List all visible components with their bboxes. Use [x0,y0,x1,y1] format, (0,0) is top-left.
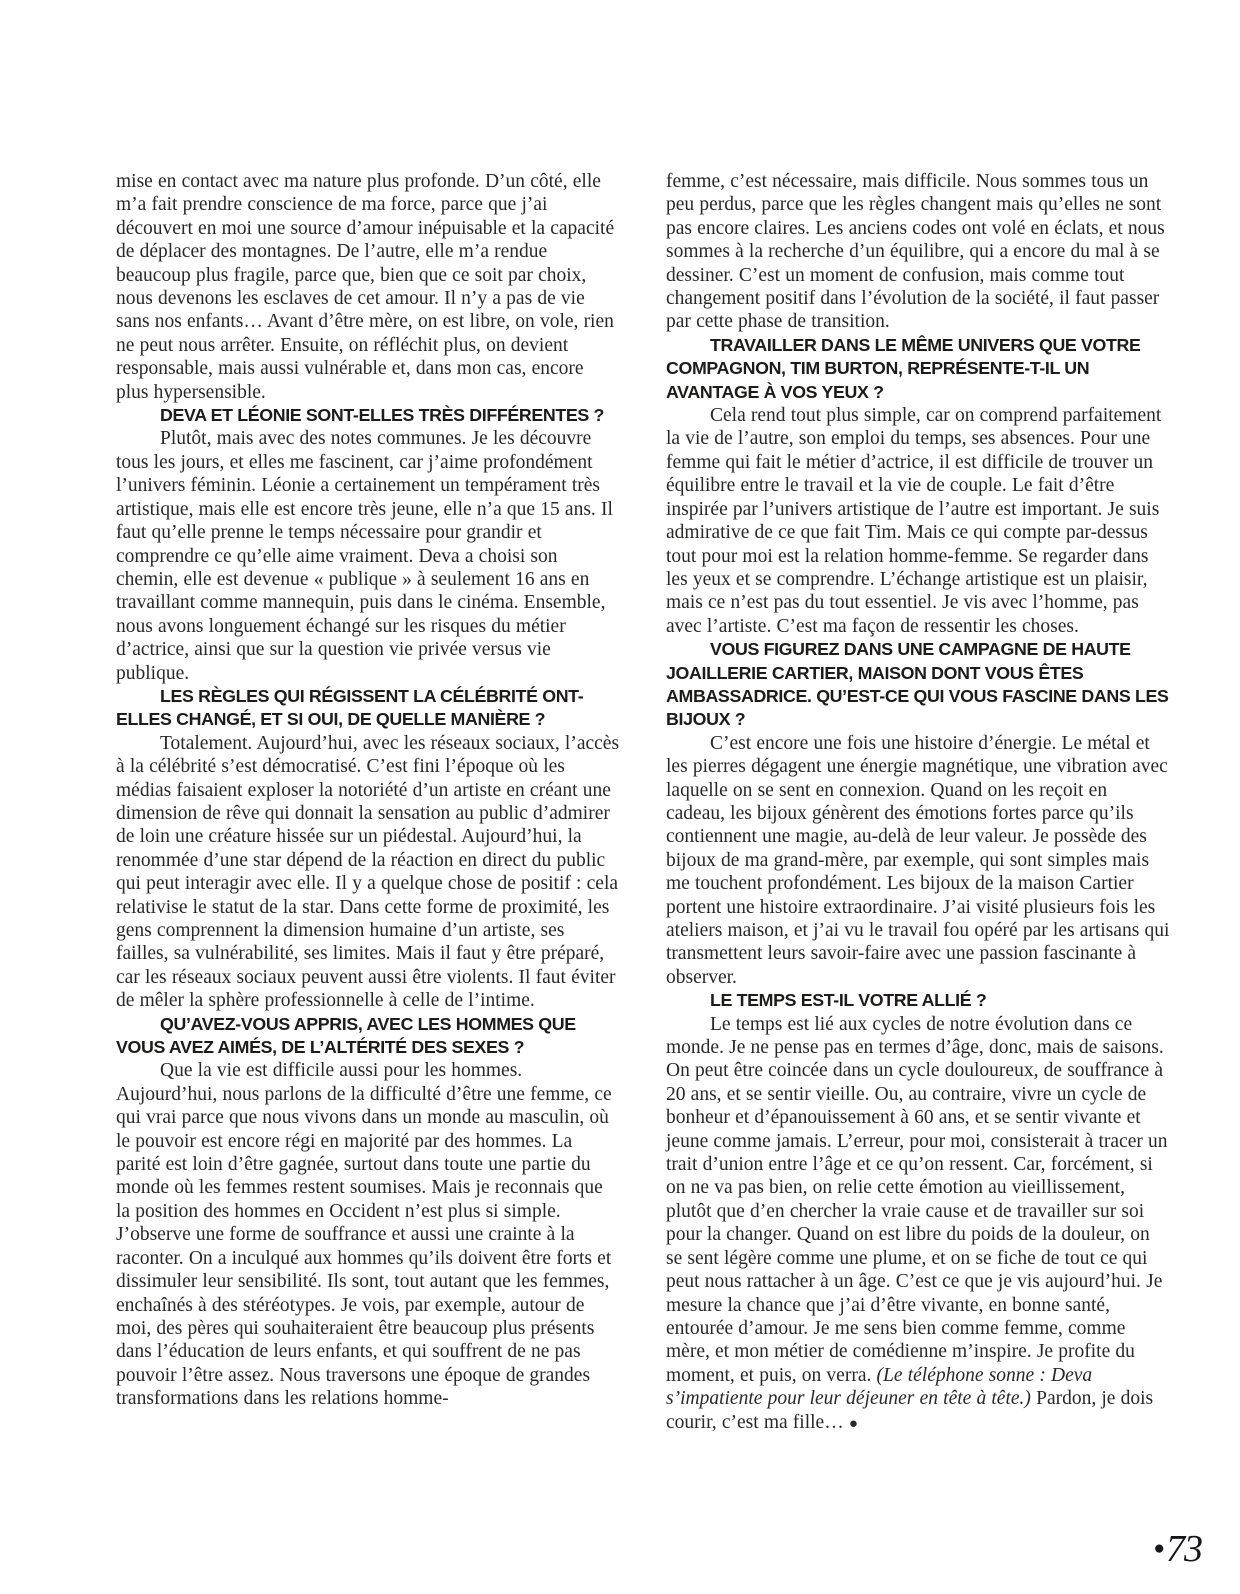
interview-question: TRAVAILLER DANS LE MÊME UNIVERS QUE VOTRE COMPAGNON, TIM BURTON, REPRÉSENTE-T-IL UN AVANTAGE À VOS YEUX ? [666,334,1141,402]
end-of-article-marker: ● [848,1415,858,1432]
answer-text-segment: Pardon, je dois courir, c’est ma fille… [666,1388,1154,1433]
page-footer [1154,1530,1202,1568]
interview-answer: mise en contact avec ma nature plus profonde. D’un côté, elle m’a fait prendre conscience de ma force, parce que j’ai découvert en moi une source d’amour inépuisable et la capacité de déplacer des montagnes. De l’autre, elle m’a rendue beaucoup plus fragile, parce que, bien que ce soit par choix, nous devenons les esclaves de cet amour. Il n’y a pas de vie sans nos enfants… Avant d’être mère, on est libre, on vole, rien ne peut nous arrêter. Ensuite, on réfléchit plus, on devient responsable, mais aussi vulnérable et, dans mon cas, encore plus hypersensible. [116,171,615,403]
interview-answer: Que la vie est difficile aussi pour les hommes. Aujourd’hui, nous parlons de la difficulté d’être une femme, ce qui vrai parce que nous vivons dans un monde au masculin, où le pouvoir est encore régi en majorité par des hommes. La parité est loin d’être gagnée, surtout dans toute une partie du monde où les femmes restent soumises. Mais je reconnais que la position des hommes en Occident n’est plus si simple. J’observe une forme de souffrance et aussi une crainte à la raconter. On a inculqué aux hommes qu’ils doivent être forts et dissimuler leur sensibilité. Ils sont, tout autant que les femmes, enchaînés à des stéréotypes. Je vois, par exemple, autour de moi, des pères qui souhaiteraient être beaucoup plus présents dans l’éducation de leurs enfants, et qui souffrent de ne pas pouvoir l’être assez. Nous traversons une époque de grandes transformations dans les relations homme- [116,1060,612,1410]
interview-question: LES RÈGLES QUI RÉGISSENT LA CÉLÉBRITÉ ONT-ELLES CHANGÉ, ET SI OUI, DE QUELLE MANIÈRE ? [116,685,584,730]
text-column [666,170,1171,1436]
interview-question: VOUS FIGUREZ DANS UNE CAMPAGNE DE HAUTE JOAILLERIE CARTIER, MAISON DONT VOUS ÊTES AMBASSADRICE. QU’EST-CE QUI VOUS FASCINE DANS LES BIJOUX ? [666,639,1169,730]
footer-bullet-icon: ● [1153,1538,1165,1559]
text-column [116,170,621,1436]
interview-question: QU’AVEZ-VOUS APPRIS, AVEC LES HOMMES QUE VOUS AVEZ AIMÉS, DE L’ALTÉRITÉ DES SEXES ? [116,1013,576,1058]
interview-answer: C’est encore une fois une histoire d’énergie. Le métal et les pierres dégagent une énergie magnétique, une vibration avec laquelle on se sent en connexion. Quand on les reçoit en cadeau, les bijoux génèrent des émotions fortes parce qu’ils contiennent une magie, au-delà de leur valeur. Je possède des bijoux de ma grand-mère, par exemple, qui sont simples mais me touchent profondément. Les bijoux de la maison Cartier portent une histoire extraordinaire. J’ai visité plusieurs fois les ateliers maison, et j’ai vu le travail fou opéré par les artisans qui transmettent leurs savoir-faire avec une passion fascinante à observer. [666,732,1170,988]
interview-answer [666,1013,1171,1436]
interview-question: LE TEMPS EST-IL VOTRE ALLIÉ ? [710,990,987,1011]
answer-text-segment: (Le téléphone sonne : Deva s’impatiente pour leur déjeuner en tête à tête.) [666,1364,1093,1410]
answer-text-segment: Le temps est lié aux cycles de notre évolution dans ce monde. Je ne pense pas en termes d’âge, donc, mais de saisons. On peut être coincée dans un cycle douloureux, de souffrance à 20 ans, et se sentir vieille. Ou, au contraire, vivre un cycle de bonheur et d’épanouissement à 60 ans, et se sentir vivante et jeune comme jamais. L’erreur, pour moi, consisterait à tracer un trait d’union entre l’âge et ce qu’on ressent. Car, forcément, si on ne va pas bien, on relie cette émotion au vieillissement, plutôt que d’en chercher la vraie cause et de travailler sur soi pour la changer. Quand on est libre du poids de la douleur, on se sent légère comme une plume, et on se fiche de tout ce qui peut nous rattacher à un âge. C’est ce que je vis aujourd’hui. Je mesure la chance que j’ai d’être vivante, en bonne santé, entourée d’amour. Je me sens bien comme femme, comme mère, et mon métier de comédienne m’inspire. Je profite du moment, et puis, on verra. [666,1013,1168,1386]
interview-answer: Totalement. Aujourd’hui, avec les réseaux sociaux, l’accès à la célébrité s’est démocratisé. C’est fini l’époque où les médias faisaient exploser la notoriété d’un artiste en créant une dimension de rêve qui donnait la sensation au public d’admirer de loin une créature hissée sur un piédestal. Aujourd’hui, la renommée d’une star dépend de la réaction en direct du public qui peut interagir avec elle. Il y a quelque chose de positif : cela relativise le statut de la star. Dans cette forme de proximité, les gens comprennent la dimension humaine d’un artiste, ses failles, sa vulnérabilité, ses limites. Mais il faut y être préparé, car les réseaux sociaux peuvent aussi être violents. Il faut éviter de mêler la sphère professionnelle à celle de l’intime. [116,732,620,1012]
article-body [116,170,1171,1436]
page-number: 73 [1166,1528,1202,1570]
interview-answer: Cela rend tout plus simple, car on comprend parfaitement la vie de l’autre, son emploi du temps, ses absences. Pour une femme qui fait le métier d’actrice, il est difficile de trouver un équilibre entre le travail et la vie de couple. Le fait d’être inspirée par l’univers artistique de l’autre est important. Je suis admirative de ce que fait Tim. Mais ce qui compte par-dessus tout pour moi est la relation homme-femme. Se regarder dans les yeux et se comprendre. L’échange artistique est un plaisir, mais ce n’est pas du tout essentiel. Je vis avec l’homme, pas avec l’artiste. C’est ma façon de ressentir les choses. [666,405,1162,637]
interview-answer: Plutôt, mais avec des notes communes. Je les découvre tous les jours, et elles me fascinent, car j’aime profondément l’univers féminin. Léonie a certainement un tempérament très artistique, mais elle est encore très jeune, elle n’a que 15 ans. Il faut qu’elle prenne le temps nécessaire pour grandir et comprendre ce qu’elle aime vraiment. Deva a choisi son chemin, elle est devenue « publique » à seulement 16 ans en travaillant comme mannequin, puis dans le cinéma. Ensemble, nous avons longuement échangé sur les risques du métier d’actrice, ainsi que sur la question vie privée versus vie publique. [116,428,613,684]
interview-answer: femme, c’est nécessaire, mais difficile. Nous sommes tous un peu perdus, parce que les règles changent mais qu’elles ne sont pas encore claires. Les anciens codes ont volé en éclats, et nous sommes à la recherche d’un équilibre, qui a encore du mal à se dessiner. C’est un moment de confusion, mais comme tout changement positif dans l’évolution de la société, il faut passer par cette phase de transition. [666,171,1165,333]
interview-question: DEVA ET LÉONIE SONT-ELLES TRÈS DIFFÉRENTES ? [160,405,604,426]
